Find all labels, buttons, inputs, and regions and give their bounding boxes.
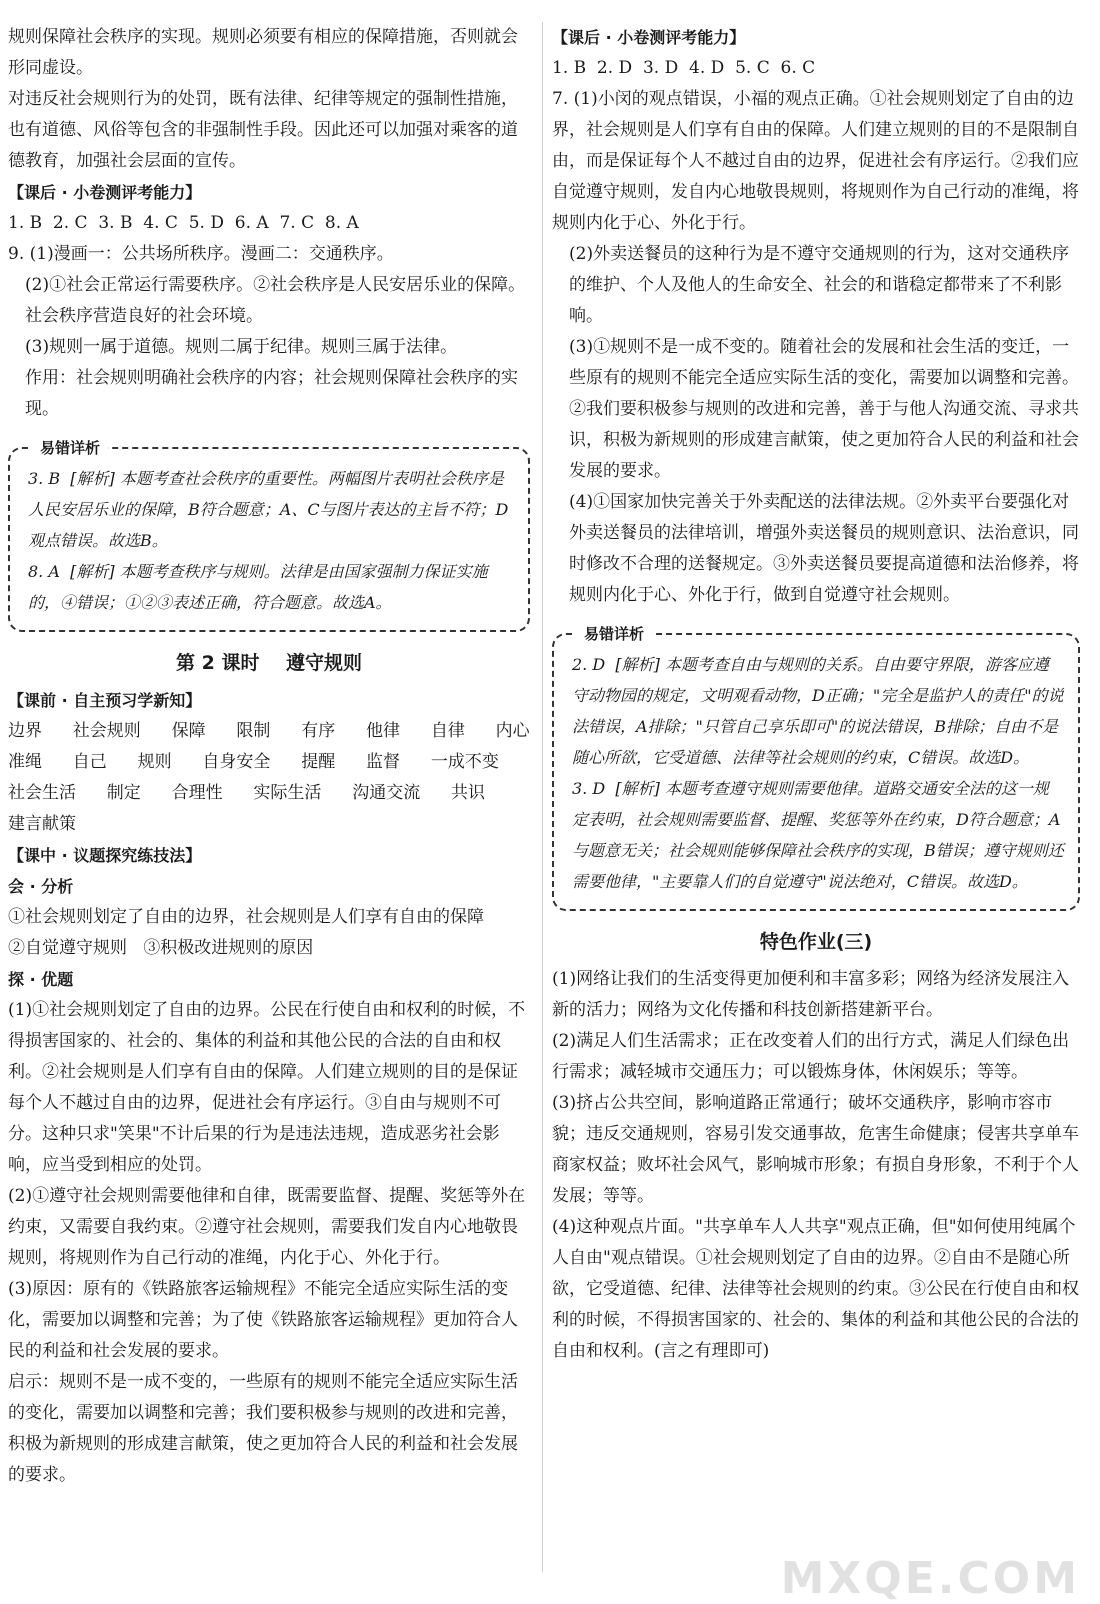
- paragraph: 9. (1)漫画一：公共场所秩序。漫画二：交通秩序。: [8, 244, 394, 264]
- watermark: MXQE.COM: [780, 1553, 1080, 1604]
- section-heading: 【课后 · 小卷测评考能力】: [552, 28, 746, 47]
- right-column: [552, 22, 1080, 1367]
- paragraph: (3)①规则不是一成不变的。随着社会的发展和社会生活的变迁，一些原有的规则不能完全适应实际生活的变化，需要加以调整和完善。②我们要积极参与规则的改进和完善，善于与他人沟通交流、寻求共识，积极为新规则的形成建言献策，使之更加符合人民的利益和社会发展的要求。: [569, 337, 1079, 481]
- error-analysis-box: [8, 439, 530, 632]
- paragraph: (2)外卖送餐员的这种行为是不遵守交通规则的行为，这对交通秩序的维护、个人及他人的生命安全、社会的和谐稳定都带来了不利影响。: [569, 244, 1070, 326]
- analysis-item: 3. B [解析] 本题考查社会秩序的重要性。两幅图片表明社会秩序是人民安居乐业的保障，B符合题意；A、C与图片表达的主旨不符；D观点错误。故选B。: [28, 469, 509, 550]
- paragraph: (2)满足人们生活需求；正在改变着人们的出行方式，满足人们绿色出行需求；减轻城市交通压力；可以锻炼身体，休闲娱乐；等等。: [552, 1031, 1070, 1082]
- paragraph: (2)①社会正常运行需要秩序。②社会秩序是人民安居乐业的保障。社会秩序营造良好的社会环境。: [25, 275, 526, 326]
- paragraph: 7. (1)小闵的观点错误，小福的观点正确。①社会规则划定了自由的边界，社会规则是人们享有自由的保障。人们建立规则的目的不是限制自由，而是保证每个人不越过自由的边界，促进社会有序运行。②我们应自觉遵守规则，发自内心地敬畏规则，将规则作为自己行动的准绳，将规则内化于心、外化于行。: [552, 89, 1079, 233]
- analysis-item: 8. A [解析] 本题考查秩序与规则。法律是由国家强制力保证实施的，④错误；①②③表述正确，符合题意。故选A。: [28, 562, 488, 612]
- paragraph: (1)①社会规则划定了自由的边界。公民在行使自由和权利的时候，不得损害国家的、社会的、集体的利益和其他公民的合法的自由和权利。②社会规则是人们享有自由的保障。人们建立规则的目的是保证每个人不越过自由的边界，促进社会有序运行。③自由与规则不可分。这种只求"笑果"不计后果的行为是违法违规，造成恶劣社会影响，应当受到相应的处罚。: [8, 1000, 526, 1175]
- section-heading: 【课中 · 议题探究练技法】: [8, 846, 202, 865]
- answer-line: 1. B 2. C 3. B 4. C 5. D 6. A 7. C 8. A: [8, 213, 359, 233]
- paragraph: 对违反社会规则行为的处罚，既有法律、纪律等规定的强制性措施，也有道德、风俗等包含的非强制性手段。因此还可以加强对乘客的道德教育，加强社会层面的宣传。: [8, 89, 518, 171]
- paragraph: (2)①遵守社会规则需要他律和自律，既需要监督、提醒、奖惩等外在约束，又需要自我约束。②遵守社会规则，需要我们发自内心地敬畏规则，将规则作为自己行动的准绳，内化于心、外化于行。: [8, 1186, 526, 1268]
- left-column: [8, 22, 530, 1491]
- paragraph: (3)规则一属于道德。规则二属于纪律。规则三属于法律。: [25, 337, 458, 357]
- sub-heading: 探 · 优题: [8, 970, 74, 989]
- lesson-title: 第 2 课时 遵守规则: [176, 652, 362, 674]
- analysis-item: 2. D [解析] 本题考查自由与规则的关系。自由要守界限，游客应遵守动物园的规定，文明观看动物，D正确；"完全是监护人的责任"的说法错误，A排除；"只管自己享乐即可"的说法错误，B排除；自由不是随心所欲，它受道德、法律等社会规则的约束，C错误。故选D。: [572, 655, 1064, 767]
- section-heading: 【课后 · 小卷测评考能力】: [8, 183, 202, 202]
- paragraph: 启示：规则不是一成不变的，一些原有的规则不能完全适应实际生活的变化，需要加以调整和完善；我们要积极参与规则的改进和完善，积极为新规则的形成建言献策，使之更加符合人民的利益和社会发展的要求。: [8, 1372, 518, 1485]
- special-homework-title: 特色作业(三): [759, 931, 873, 953]
- term-line: 准绳 自己 规则 自身安全 提醒 监督 一成不变: [8, 752, 499, 772]
- box-label: 易错详析: [32, 435, 108, 461]
- paragraph: (3)原因：原有的《铁路旅客运输规程》不能完全适应实际生活的变化，需要加以调整和完善；为了使《铁路旅客运输规程》更加符合人民的利益和社会发展的要求。: [8, 1279, 518, 1361]
- answer-line: 1. B 2. D 3. D 4. D 5. C 6. C: [552, 58, 816, 78]
- term-line: 社会生活 制定 合理性 实际生活 沟通交流 共识: [8, 783, 486, 803]
- paragraph: (4)这种观点片面。"共享单车人人共享"观点正确，但"如何使用纯属个人自由"观点错误。①社会规则划定了自由的边界。②自由不是随心所欲，它受道德、纪律、法律等社会规则的约束。③公民在行使自由和权利的时候，不得损害国家的、社会的、集体的利益和其他公民的合法的自由和权利。(言之有理即可): [552, 1217, 1079, 1361]
- paragraph: (1)网络让我们的生活变得更加便利和丰富多彩；网络为经济发展注入新的活力；网络为文化传播和科技创新搭建新平台。: [552, 969, 1070, 1020]
- error-analysis-box: [552, 625, 1080, 911]
- paragraph: ①社会规则划定了自由的边界，社会规则是人们享有自由的保障: [8, 907, 484, 927]
- box-label: 易错详析: [576, 621, 652, 647]
- paragraph: 作用：社会规则明确社会秩序的内容；社会规则保障社会秩序的实现。: [25, 368, 518, 419]
- term-line: 建言献策: [8, 814, 76, 834]
- column-divider: [542, 22, 543, 1572]
- term-line: 边界 社会规则 保障 限制 有序 他律 自律 内心: [8, 721, 530, 741]
- paragraph: (4)①国家加快完善关于外卖配送的法律法规。②外卖平台要强化对外卖送餐员的法律培训，增强外卖送餐员的规则意识、法治意识，同时修改不合理的送餐规定。③外卖送餐员要提高道德和法治修养，将规则内化于心、外化于行，做到自觉遵守社会规则。: [569, 492, 1079, 605]
- paragraph: 规则保障社会秩序的实现。规则必须要有相应的保障措施，否则就会形同虚设。: [8, 27, 518, 78]
- sub-heading: 会 · 分析: [8, 877, 74, 896]
- paragraph: (3)挤占公共空间，影响道路正常通行；破坏交通秩序，影响市容市貌；违反交通规则，容易引发交通事故，危害生命健康；侵害共享单车商家权益；败坏社会风气，影响城市形象；有损自身形象，不利于个人发展；等等。: [552, 1093, 1079, 1206]
- paragraph: ②自觉遵守规则 ③积极改进规则的原因: [8, 938, 314, 958]
- analysis-item: 3. D [解析] 本题考查遵守规则需要他律。道路交通安全法的这一规定表明，社会规则需要监督、提醒、奖惩等外在约束，D符合题意；A与题意无关；社会规则能够保障社会秩序的实现，B错误；遵守规则还需要他律，"主要靠人们的自觉遵守"说法绝对，C错误。故选D。: [572, 779, 1064, 891]
- section-heading: 【课前 · 自主预习学新知】: [8, 691, 202, 710]
